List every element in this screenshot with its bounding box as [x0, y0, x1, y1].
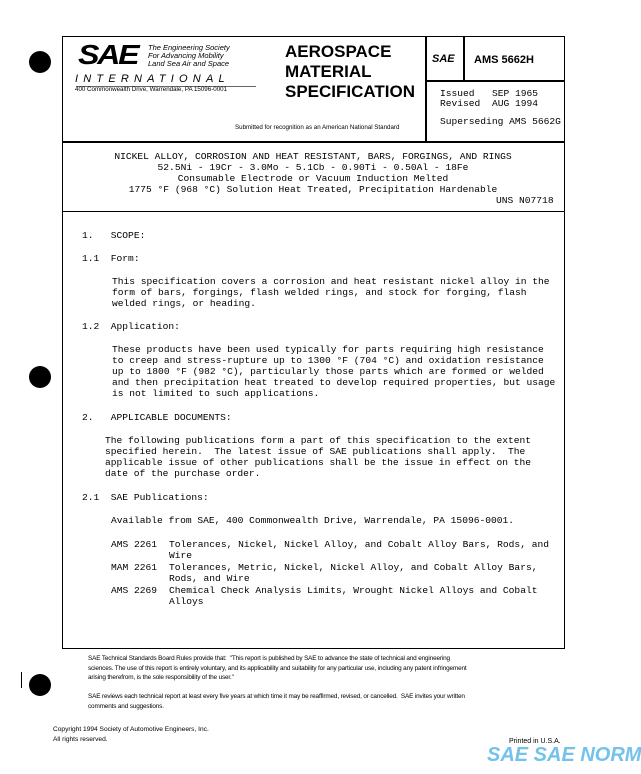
divider [62, 141, 564, 143]
sae-small-logo: SAE [432, 53, 455, 65]
divider [425, 80, 564, 82]
board-rules: SAE Technical Standards Board Rules provide that: "This report is published by SAE to advance the state of technical and engineering sciences. The use of this report is entirely voluntary, and its applicability and suitability for any particular use, including any patent infringement arising therefrom, is the sole responsibility of the user." [88, 655, 467, 681]
section-heading: 1.1 Form: [82, 253, 140, 264]
section-heading: 1. SCOPE: [82, 230, 146, 241]
divider [425, 36, 427, 142]
punch-hole [29, 674, 51, 696]
printed-in: Printed in U.S.A. [509, 738, 561, 745]
watermark-logo: SAE SAE NORM [487, 744, 641, 766]
divider [62, 211, 564, 212]
revised-label: Revised [440, 98, 481, 109]
sae-address: 400 Commonwealth Drive, Warrendale, PA 15096-0001 [75, 86, 228, 93]
revised-date: AUG 1994 [492, 98, 539, 109]
paragraph: Available from SAE, 400 Commonwealth Drive, Warrendale, PA 15096-0001. [111, 515, 515, 526]
logo-international: INTERNATIONAL [75, 73, 230, 85]
superseding: Superseding AMS 5662G [440, 116, 561, 127]
scan-mark [21, 672, 22, 688]
submitted-note: Submitted for recognition as an American National Standard [235, 124, 400, 131]
doc-number: AMS 5662H [474, 54, 534, 66]
ref-text: Chemical Check Analysis Limits, Wrought Nickel Alloys and Cobalt Alloys [169, 585, 538, 607]
section-heading: 2. APPLICABLE DOCUMENTS: [82, 412, 232, 423]
uns-number: UNS N07718 [496, 195, 554, 206]
issued-label: Issued [440, 88, 475, 99]
doc-title: NICKEL ALLOY, CORROSION AND HEAT RESISTANT, BARS, FORGINGS, AND RINGS 52.5Ni - 19Cr - 3.0Mo - 5.1Cb - 0.90Ti - 0.50Al - 18Fe Consumable Electrode or Vacuum Induction Melted 1775 °F (968 °C) Solution Heat Treated, Precipitation Hardenable [114, 151, 512, 195]
ref-code: AMS 2261 [111, 539, 158, 550]
sae-logo: SAE [78, 39, 138, 70]
review-note: SAE reviews each technical report at least every five years at which time it may be reaffirmed, revised, or cancelled. SAE invites your written comments and suggestions. [88, 693, 465, 710]
copyright: Copyright 1994 Society of Automotive Engineers, Inc. All rights reserved. [53, 726, 209, 743]
punch-hole [29, 51, 51, 73]
punch-hole [29, 366, 51, 388]
paragraph: The following publications form a part of this specification to the extent specified herein. The latest issue of SAE publications shall apply. The applicable issue of other publications shall be the issue in effect on the date of the purchase order. [105, 435, 532, 479]
ref-code: MAM 2261 [111, 562, 158, 573]
issued-date: SEP 1965 [492, 88, 539, 99]
logo-tagline: The Engineering Society For Advancing Mobility Land Sea Air and Space [148, 43, 230, 68]
paragraph: This specification covers a corrosion and heat resistant nickel alloy in the form of bars, forgings, flash welded rings, and stock for forging, flash welded rings, or heading. [112, 276, 550, 309]
doc-type: AEROSPACE MATERIAL SPECIFICATION [285, 42, 416, 101]
ref-text: Tolerances, Nickel, Nickel Alloy, and Cobalt Alloy Bars, Rods, and Wire [169, 539, 549, 561]
divider [463, 36, 465, 80]
ref-text: Tolerances, Metric, Nickel, Nickel Alloy, and Cobalt Alloy Bars, Rods, and Wire [169, 562, 538, 584]
section-heading: 2.1 SAE Publications: [82, 492, 209, 503]
ref-code: AMS 2269 [111, 585, 158, 596]
paragraph: These products have been used typically for parts requiring high resistance to creep and stress-rupture up to 1300 °F (704 °C) and oxidation resistance up to 1800 °F (982 °C), particularly those parts which are formed or welded and then precipitation heat treated to develop required properties, but usage is not limited to such applications. [112, 344, 556, 399]
section-heading: 1.2 Application: [82, 321, 180, 332]
